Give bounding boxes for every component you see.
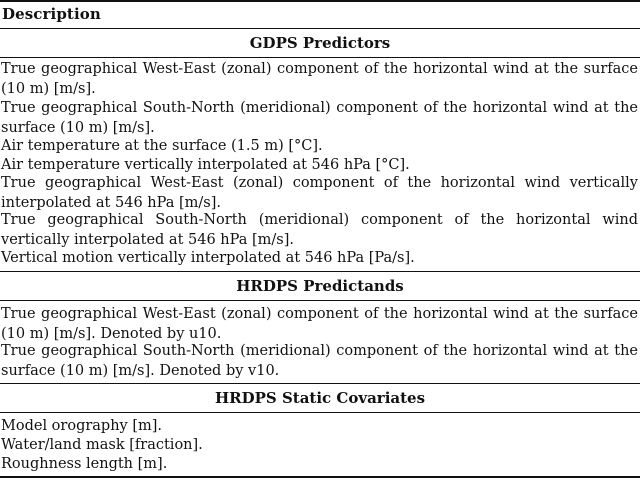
table-row: Water/land mask [fraction]. — [1, 437, 203, 453]
section-rule-hrdps-predictands — [0, 300, 640, 301]
description-header: Description — [2, 5, 101, 23]
table-row: Roughness length [m]. — [1, 456, 168, 472]
table-row: Model orography [m]. — [1, 418, 163, 434]
section-rule-hrdps-static — [0, 412, 640, 413]
section-rule-gdps — [0, 57, 640, 58]
header-rule — [0, 28, 640, 29]
top-rule — [0, 0, 640, 2]
table-row: True geographical West-East (zonal) component of the horizontal wind at the surface (10 m) [m/s]. — [1, 61, 638, 97]
section-title-hrdps-predictands: HRDPS Predictands — [236, 277, 404, 295]
section-rule-top-hrdps-predictands — [0, 271, 640, 272]
bottom-rule — [0, 476, 640, 478]
section-rule-top-hrdps-static — [0, 383, 640, 384]
table-row: True geographical West-East (zonal) component of the horizontal wind vertically interpolated at 546 hPa [m/s]. — [1, 175, 638, 211]
section-title-hrdps-static-covariates: HRDPS Static Covariates — [214, 389, 426, 407]
table-row: True geographical South-North (meridional) component of the horizontal wind at the surface (10 m) [m/s]. Denoted by v10. — [1, 343, 638, 379]
table-row: Air temperature vertically interpolated at 546 hPa [°C]. — [1, 157, 410, 173]
table-row: Vertical motion vertically interpolated at 546 hPa [Pa/s]. — [1, 250, 415, 266]
table-row: True geographical West-East (zonal) component of the horizontal wind at the surface (10 m) [m/s]. Denoted by u10. — [1, 306, 638, 342]
section-title-gdps-predictors: GDPS Predictors — [249, 34, 391, 52]
table-row: True geographical South-North (meridional) component of the horizontal wind at the surface (10 m) [m/s]. — [1, 100, 638, 136]
table-row: True geographical South-North (meridional) component of the horizontal wind vertically interpolated at 546 hPa [m/s]. — [1, 212, 638, 248]
table-row: Air temperature at the surface (1.5 m) [°C]. — [1, 138, 323, 154]
